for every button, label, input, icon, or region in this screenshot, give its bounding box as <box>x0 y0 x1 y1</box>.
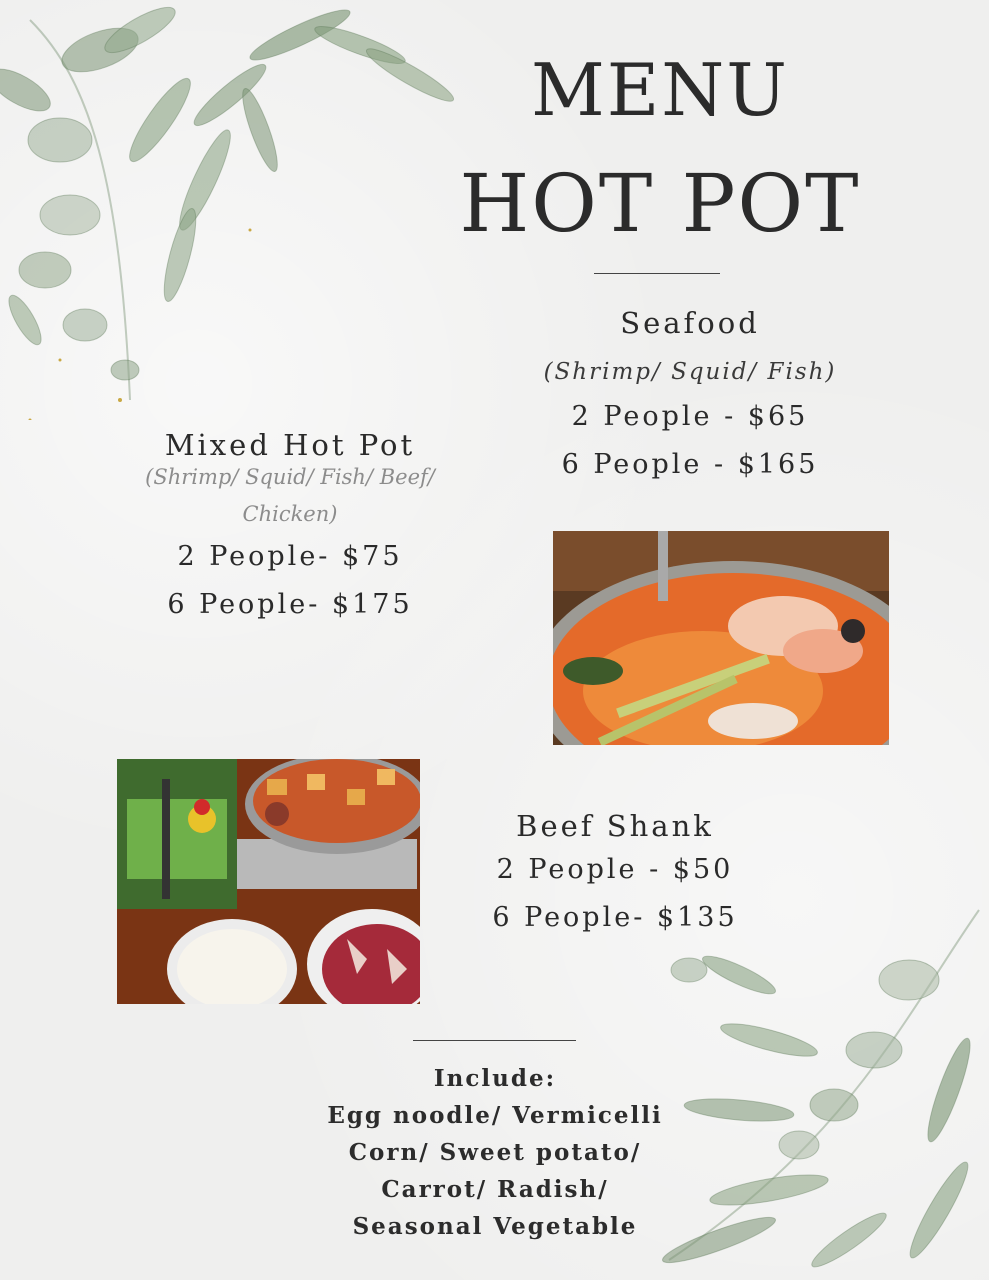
foliage-top-left <box>0 0 470 420</box>
beef-hot-pot-photo <box>117 759 420 1004</box>
mixed-hot-pot-section <box>110 425 470 629</box>
seafood-name: Seafood <box>620 306 760 340</box>
hot-pot-title: HOT POT <box>459 157 861 250</box>
mixed-hot-pot-name: Mixed Hot Pot <box>164 428 416 462</box>
mixed-price-6: 6 People- $175 <box>167 589 413 620</box>
mixed-ingredients-line2: Chicken) <box>242 502 338 526</box>
include-line-3: Carrot/ Radish/ <box>381 1176 609 1203</box>
seafood-ingredients: (Shrimp/ Squid/ Fish) <box>543 359 837 385</box>
mixed-price-2: 2 People- $75 <box>177 541 403 572</box>
seafood-section <box>480 303 900 489</box>
title-divider <box>594 273 720 274</box>
seafood-hot-pot-photo <box>553 531 889 745</box>
seafood-price-2: 2 People - $65 <box>571 401 809 432</box>
menu-title: MENU <box>531 48 789 132</box>
include-line-4: Seasonal Vegetable <box>352 1213 638 1240</box>
foliage-bottom-right <box>649 890 989 1280</box>
beef-price-6: 6 People- $135 <box>492 902 738 933</box>
include-divider <box>413 1040 576 1041</box>
seafood-price-6: 6 People - $165 <box>561 449 819 480</box>
include-section <box>300 1060 690 1245</box>
beef-price-2: 2 People - $50 <box>496 854 734 885</box>
mixed-ingredients-line1: (Shrimp/ Squid/ Fish/ Beef/ <box>145 465 435 489</box>
include-line-2: Corn/ Sweet potato/ <box>348 1139 642 1166</box>
include-heading: Include: <box>433 1065 557 1092</box>
include-line-1: Egg noodle/ Vermicelli <box>327 1102 663 1129</box>
beef-shank-section <box>440 806 790 942</box>
beef-shank-name: Beef Shank <box>516 809 714 843</box>
